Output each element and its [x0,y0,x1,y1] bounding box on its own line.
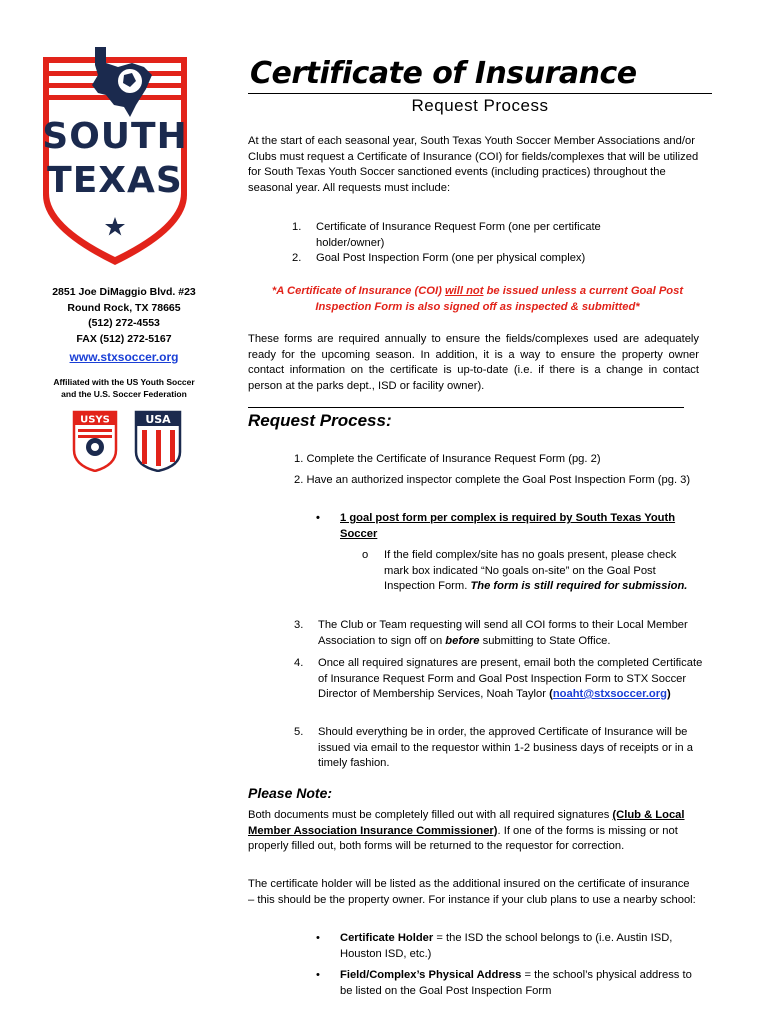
bullet-bold: Certificate Holder [340,932,434,944]
bullet-rest: = the school’s physical address to be listed on the Goal Post Inspection Form [340,969,692,997]
page-title: Certificate of Insurance [250,56,637,91]
step-3-emphasis: before [445,634,480,647]
bullet-icon: • [316,932,320,944]
bullet-bold: Field/Complex’s Physical Address [340,969,522,981]
step-text: Should everything be in order, the approved Certificate of Insurance will be issued via email to the requestor within 1-2 business days of receipts or in a timely fashion. [318,726,693,769]
list-text: Certificate of Insurance Request Form (one per certificate holder/owner) [316,221,601,249]
sub-bullet-text [384,548,692,595]
step-number: 3. [294,619,304,631]
usys-badge-label: USYS [80,414,110,426]
affiliation-text [38,376,210,400]
bullet-icon: • [316,969,320,981]
note-1-post: . If one of the forms is missing or not properly filled out, both forms will be returned to the requestor for correction. [248,824,678,852]
logo-word-south: SOUTH [42,116,188,157]
request-step-5 [294,725,704,772]
step-3-post: submitting to State Office. [479,634,611,647]
section-divider [248,407,684,408]
list-item [292,220,652,251]
main-header [248,55,712,116]
list-text: Goal Post Inspection Form (one per physical complex) [316,252,586,264]
sub-bullet-body: If the field complex/site has no goals present, please check mark box indicated “No goals on-site” on the Goal Post Inspection Form. [384,549,677,592]
affiliation-line-1: Affiliated with the US Youth Soccer [53,377,195,387]
address-line-1: 2851 Joe DiMaggio Blvd. #23 [52,286,196,298]
note-1-pre: Both documents must be completely filled out with all required signatures [248,809,613,821]
step-4-pre: Once all required signatures are present, email both the completed Certificate of Insurance Request Form and Goal Post Inspection Form to STX Soccer Director of Membership Services, Noah Taylor [318,657,703,700]
step-text [318,656,704,703]
bullet-icon: • [316,512,320,524]
step-text [318,618,704,649]
email-link[interactable]: noaht@stxsoccer.org [552,688,667,700]
no-goals-sub-bullet [362,548,692,595]
please-note-heading: Please Note: [248,785,333,801]
note-paragraph-2: The certificate holder will be listed as the additional insured on the certificate of insurance – this should be the property owner. For instance if your club plans to use a nearby school: [248,878,696,906]
physical-address-bullet [316,968,696,999]
logo-word-texas: TEXAS [47,160,183,201]
bullet-text [340,931,696,962]
website-link[interactable]: www.stxsoccer.org [69,350,179,364]
address-line-2: Round Rock, TX 78665 [67,301,181,314]
south-texas-logo [40,45,190,267]
request-step-2: 2. Have an authorized inspector complete the Goal Post Inspection Form (pg. 3) [294,474,691,486]
sub-bullet-icon: o [362,549,369,561]
list-number: 1. [292,221,302,233]
required-forms-list [292,220,652,267]
us-soccer-badge [136,412,180,471]
contact-address-block [38,285,210,347]
note-1-bold: (Club & Local Member Association Insurance Commissioner) [248,809,685,837]
phone-number: (512) 272-4553 [88,317,160,329]
warning-post: be issued unless a current Goal Post Inspection Form is also signed off as inspected & submitted* [315,285,684,313]
list-item [292,251,652,267]
goal-post-bullet-text: 1 goal post form per complex is required by South Texas Youth Soccer [340,512,676,540]
coi-warning [250,283,705,315]
federation-badges [72,410,192,472]
step-number: 4. [294,657,304,669]
intro-paragraph: At the start of each seasonal year, South Texas Youth Soccer Member Associations and/or Clubs must request a Certificate of Insurance (COI) for fields/complexes that will be utilized for South Texas Youth Soccer sanctioned events (including practices) throughout the seasonal year. All requests must include: [248,135,699,194]
annual-requirement-paragraph: These forms are required annually to ensure the fields/complexes used are adequately ready for the upcoming season. In addition, it is a way to ensure the property owner contact information on the certificate is up-to-date (i.e. if there is a change in contact person at the parks dept., ISD or facility owner). [248,333,699,392]
warning-pre: *A Certificate of Insurance (COI) [271,285,445,297]
bullet-text [340,968,696,999]
list-number: 2. [292,252,302,264]
usys-badge [74,412,116,471]
request-step-1: 1. Complete the Certificate of Insurance Request Form (pg. 2) [294,453,601,465]
bullet-rest: = the ISD the school belongs to (i.e. Austin ISD, Houston ISD, etc.) [340,932,673,960]
usa-badge-label: USA [145,413,171,426]
email-close-paren: ) [666,688,671,700]
step-3-pre: The Club or Team requesting will send all COI forms to their Local Member Association to sign off on [318,619,688,647]
request-process-heading: Request Process: [248,411,392,430]
step-number: 5. [294,726,304,738]
email-open-paren: ( [549,688,553,700]
request-step-3 [294,618,704,649]
note-paragraph-1 [248,808,698,855]
warning-emphasis: will not [444,285,484,297]
affiliation-line-2: and the U.S. Soccer Federation [61,389,187,399]
certificate-holder-bullet [316,931,696,962]
request-step-4 [294,656,704,703]
title-divider [248,93,712,94]
fax-number: FAX (512) 272-5167 [76,332,172,345]
page-subtitle: Request Process [411,96,549,115]
sub-bullet-emphasis: The form is still required for submission. [470,580,688,592]
goal-post-bullet [316,511,696,542]
